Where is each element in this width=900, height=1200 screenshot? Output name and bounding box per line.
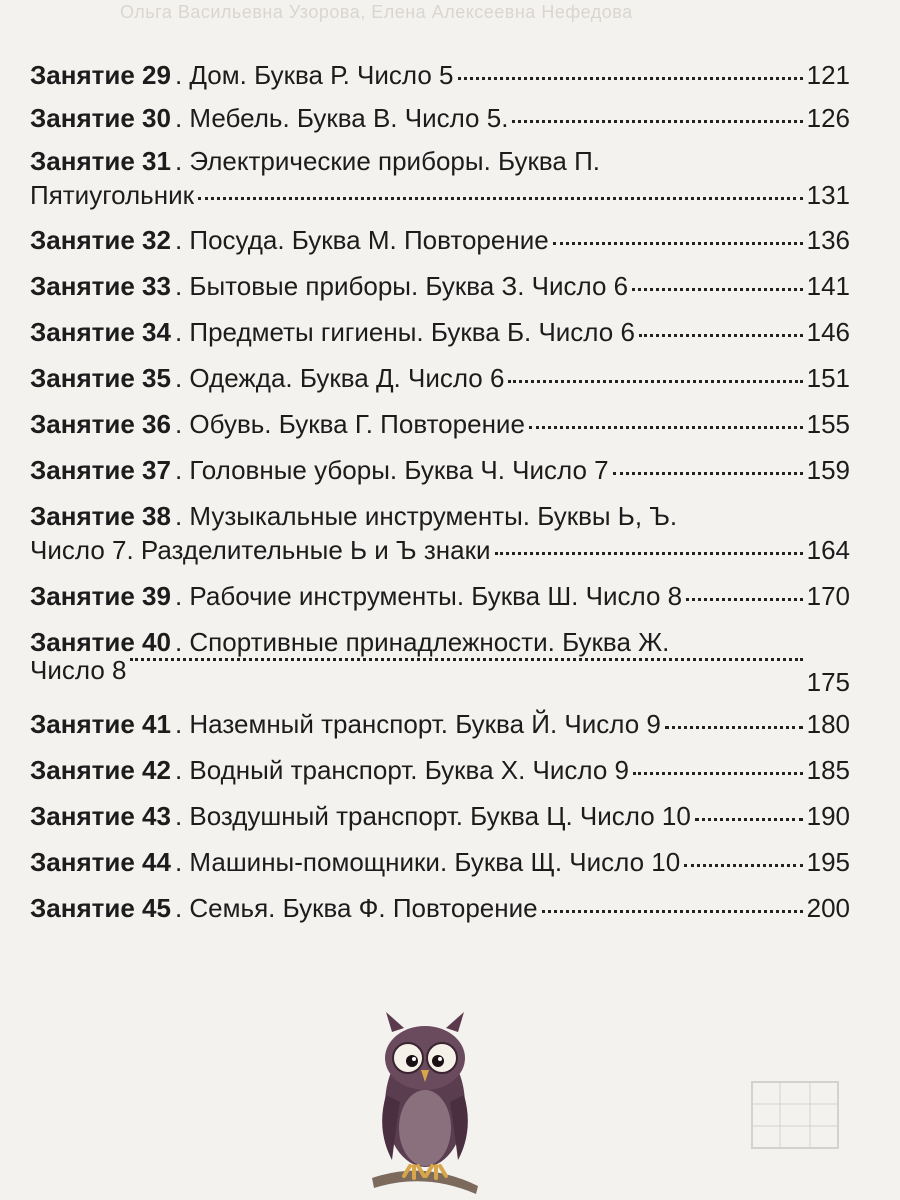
lesson-label: Занятие 31 — [30, 146, 171, 176]
page-number: 195 — [806, 847, 850, 877]
page-number: 159 — [806, 455, 850, 485]
lesson-title-continued: Число 8 — [30, 655, 127, 685]
leader-dots — [639, 334, 803, 337]
page-number: 200 — [806, 893, 850, 923]
lesson-label: Занятие 39 — [30, 581, 171, 611]
page-number: 170 — [806, 581, 850, 611]
toc-entry[interactable]: Занятие 38 . Музыкальные инструменты. Буквы Ь, Ъ. Число 7. Разделительные Ь и Ъ знаки 164 — [30, 496, 850, 570]
toc-entry[interactable]: Занятие 30 . Мебель. Буква В. Число 5. 126 — [30, 98, 850, 138]
page-number: 141 — [806, 271, 850, 301]
page-number: 151 — [806, 363, 850, 393]
leader-dots — [495, 552, 803, 555]
lesson-label: Занятие 34 — [30, 317, 171, 347]
toc-entry[interactable]: Занятие 42 . Водный транспорт. Буква Х. Число 9 185 — [30, 750, 850, 790]
page-number: 190 — [806, 801, 850, 831]
toc-entry[interactable]: Занятие 35 . Одежда. Буква Д. Число 6 151 — [30, 358, 850, 398]
lesson-title: Семья. Буква Ф. Повторение — [189, 893, 538, 923]
lesson-title: Водный транспорт. Буква Х. Число 9 — [189, 755, 630, 785]
leader-dots — [665, 726, 803, 729]
lesson-label: Занятие 29 — [30, 60, 171, 90]
page-number: 131 — [806, 180, 850, 210]
leader-dots — [198, 197, 803, 200]
page-number: 175 — [806, 667, 850, 697]
leader-dots — [553, 242, 803, 245]
lesson-title: Одежда. Буква Д. Число 6 — [189, 363, 505, 393]
toc-entry[interactable]: Занятие 29 . Дом. Буква Р. Число 5 121 — [30, 55, 850, 95]
toc-entry[interactable]: Занятие 40 . Спортивные принадлежности. Буква Ж. Число 8 175 — [30, 622, 850, 690]
leader-dots — [529, 426, 803, 429]
leader-dots — [695, 818, 803, 821]
toc-entry[interactable]: Занятие 43 . Воздушный транспорт. Буква Ц. Число 10 190 — [30, 796, 850, 836]
lesson-label: Занятие 41 — [30, 709, 171, 739]
leader-dots — [130, 658, 802, 661]
lesson-title: Электрические приборы. Буква П. — [189, 146, 600, 176]
lesson-label: Занятие 44 — [30, 847, 171, 877]
toc-entry[interactable]: Занятие 31 . Электрические приборы. Буква П. Пятиугольник 131 — [30, 141, 850, 215]
page-number: 146 — [806, 317, 850, 347]
lesson-label: Занятие 38 — [30, 501, 171, 531]
toc-entry[interactable]: Занятие 34 . Предметы гигиены. Буква Б. Число 6 146 — [30, 312, 850, 352]
lesson-title: Мебель. Буква В. Число 5. — [189, 103, 509, 133]
toc-entry[interactable]: Занятие 36 . Обувь. Буква Г. Повторение 155 — [30, 404, 850, 444]
leader-dots — [458, 77, 803, 80]
lesson-title: Бытовые приборы. Буква З. Число 6 — [189, 271, 629, 301]
lesson-title: Головные уборы. Буква Ч. Число 7 — [189, 455, 609, 485]
leader-dots — [512, 120, 802, 123]
page-number: 136 — [806, 225, 850, 255]
lesson-label: Занятие 43 — [30, 801, 171, 831]
lesson-label: Занятие 35 — [30, 363, 171, 393]
toc-entry[interactable]: Занятие 32 . Посуда. Буква М. Повторение 136 — [30, 220, 850, 260]
leader-dots — [613, 472, 803, 475]
lesson-title: Рабочие инструменты. Буква Ш. Число 8 — [189, 581, 683, 611]
lesson-label: Занятие 37 — [30, 455, 171, 485]
lesson-title: Машины-помощники. Буква Щ. Число 10 — [189, 847, 681, 877]
lesson-label: Занятие 36 — [30, 409, 171, 439]
toc-entry[interactable]: Занятие 33 . Бытовые приборы. Буква З. Число 6 141 — [30, 266, 850, 306]
owl-icon — [370, 1010, 480, 1200]
toc-entry[interactable]: Занятие 39 . Рабочие инструменты. Буква Ш. Число 8 170 — [30, 576, 850, 616]
leader-dots — [686, 598, 803, 601]
lesson-label: Занятие 42 — [30, 755, 171, 785]
lesson-title: Дом. Буква Р. Число 5 — [189, 60, 454, 90]
leader-dots — [508, 380, 802, 383]
lesson-title: Воздушный транспорт. Буква Ц. Число 10 — [189, 801, 691, 831]
lesson-title: Спортивные принадлежности. Буква Ж. — [189, 627, 670, 657]
toc-entry[interactable]: Занятие 44 . Машины-помощники. Буква Щ. Число 10 195 — [30, 842, 850, 882]
page-number: 185 — [806, 755, 850, 785]
toc-entry[interactable]: Занятие 37 . Головные уборы. Буква Ч. Число 7 159 — [30, 450, 850, 490]
page-number: 164 — [806, 535, 850, 565]
page-number: 121 — [806, 60, 850, 90]
leader-dots — [633, 772, 803, 775]
toc-entry[interactable]: Занятие 45 . Семья. Буква Ф. Повторение 200 — [30, 888, 850, 928]
lesson-title: Обувь. Буква Г. Повторение — [189, 409, 525, 439]
table-of-contents — [30, 55, 850, 928]
leader-dots — [542, 910, 803, 913]
leader-dots — [684, 864, 802, 867]
lesson-title: Музыкальные инструменты. Буквы Ь, Ъ. — [189, 501, 678, 531]
page-number: 155 — [806, 409, 850, 439]
lesson-label: Занятие 45 — [30, 893, 171, 923]
leader-dots — [632, 288, 803, 291]
lesson-title: Предметы гигиены. Буква Б. Число 6 — [189, 317, 635, 347]
lesson-label: Занятие 32 — [30, 225, 171, 255]
lesson-title-continued: Пятиугольник — [30, 180, 194, 210]
lesson-title-continued: Число 7. Разделительные Ь и Ъ знаки — [30, 535, 491, 565]
lesson-title: Наземный транспорт. Буква Й. Число 9 — [189, 709, 661, 739]
toc-entry[interactable]: Занятие 41 . Наземный транспорт. Буква Й. Число 9 180 — [30, 704, 850, 744]
lesson-label: Занятие 40 — [30, 627, 171, 657]
page-number: 180 — [806, 709, 850, 739]
bleed-through-header: Ольга Васильевна Узорова, Елена Алексеевна Нефедова — [120, 2, 633, 22]
lesson-label: Занятие 30 — [30, 103, 171, 133]
stamp-grid-icon — [750, 1080, 840, 1150]
lesson-title: Посуда. Буква М. Повторение — [189, 225, 549, 255]
page-number: 126 — [806, 103, 850, 133]
lesson-label: Занятие 33 — [30, 271, 171, 301]
